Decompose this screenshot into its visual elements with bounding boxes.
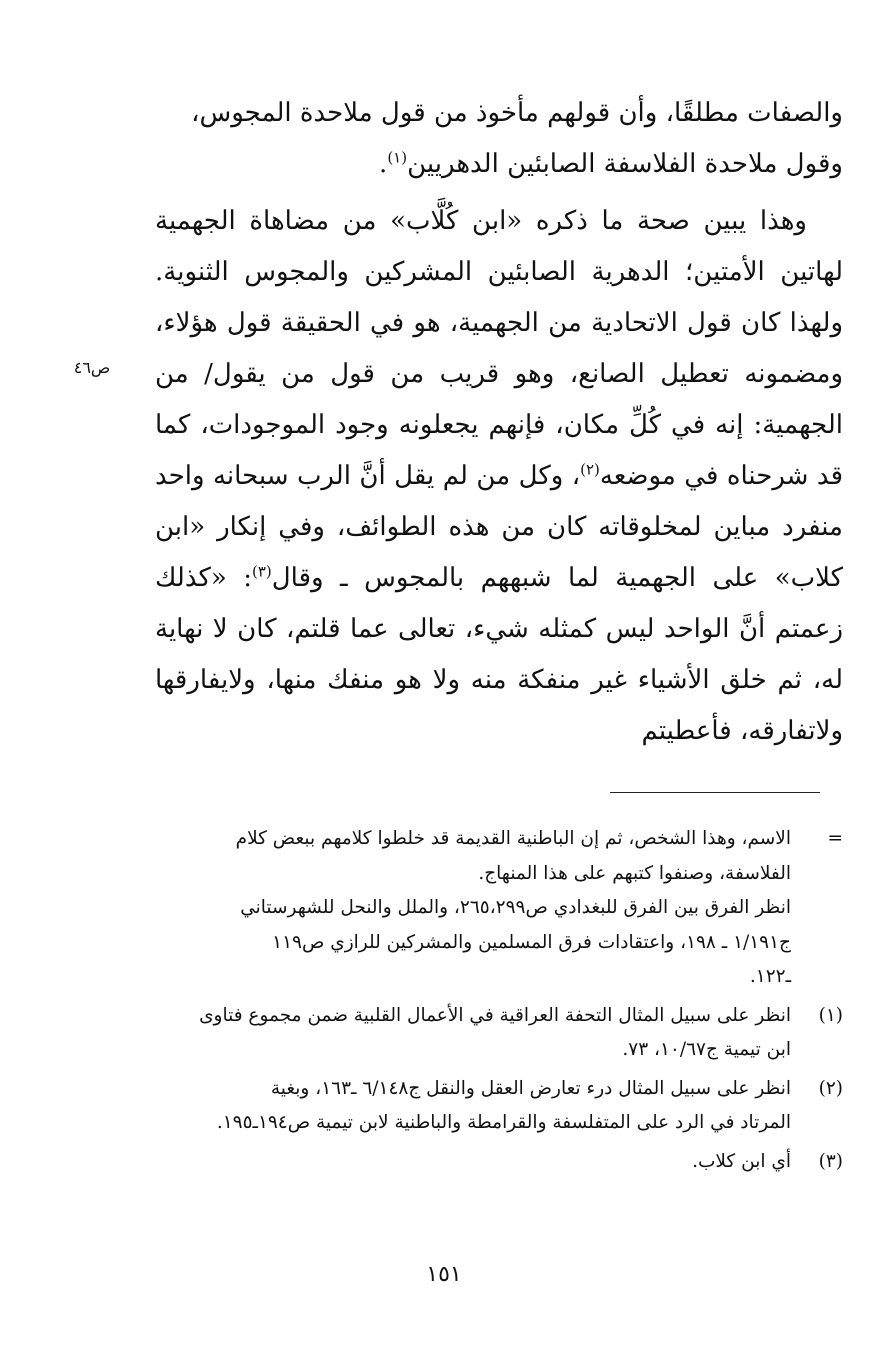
footnote-line: ابن تيمية ج١٠/٦٧، ٧٣. [622, 1039, 791, 1060]
footnote-number: (١) [818, 1004, 843, 1026]
paragraph-2-part-1: وهذا يبين صحة ما ذكره «ابن كُلَّاب» من مضاهاة الجهمية لهاتين الأمتين؛ الدهرية الصابئين المشركين والمجوس الثنوية. ولهذا كان قول الاتحادية من الجهمية، هو في الحقيقة قول هؤلاء، ومضمونه تعطيل الصانع، وهو قريب من قول من يقول/ من الجهمية: إنه في كُلِّ مكان، فإنهم يجعلونه وجود الموجودات، كما قد شرحناه في موضعه [155, 206, 844, 491]
continuation-mark: = [827, 828, 843, 849]
paragraph-1-end: . [379, 149, 388, 179]
paragraph-2-part-3: : «كذلك زعمتم أنَّ الواحد ليس كمثله شيء، تعالى عما قلتم، كان لا نهاية له، ثم خلق الأشياء غير منفكة منه ولا هو منفك منها، ولايفارقها ولاتفارقه، فأعطيتم [155, 563, 843, 746]
footnote-line: الفلاسفة، وصنفوا كتبهم على هذا المنهاج. [478, 862, 791, 884]
main-text [155, 88, 843, 757]
footnote-3-body [155, 1145, 791, 1180]
footnote-separator [610, 792, 820, 793]
footnote-line: انظر على سبيل المثال التحفة العراقية في الأعمال القلبية ضمن مجموع فتاوى [199, 1004, 791, 1026]
footnotes [155, 822, 843, 1179]
footnote-continuation [155, 822, 843, 995]
footnote-ref-1: (١) [387, 148, 408, 167]
footnote-line: ـ١٢٢. [749, 966, 791, 987]
footnote-line: المرتاد في الرد على المتفلسفة والقرامطة والباطنية لابن تيمية ص١٩٤ـ١٩٥. [216, 1112, 791, 1133]
paragraph-2-part-2: ، وكل من لم يقل أنَّ الرب سبحانه واحد منفرد مباين لمخلوقاته كان من هذه الطوائف، وفي إنكار «ابن كلاب» على الجهمية لما شبههم بالمجوس ـ وقال [155, 461, 843, 593]
footnote-line: الاسم، وهذا الشخص، ثم إن الباطنية القديمة قد خلطوا كلامهم ببعض كلام [235, 828, 791, 849]
footnote-line: ج١/١٩١ ـ ١٩٨، واعتقادات فرق المسلمين والمشركين للرازي ص١١٩ [272, 931, 791, 953]
footnote-3 [155, 1145, 843, 1180]
footnote-2 [155, 1072, 843, 1141]
footnote-number: (٣) [818, 1150, 843, 1172]
footnote-line: انظر على سبيل المثال درء تعارض العقل والنقل ج٦/١٤٨ ـ١٦٣، وبغية [270, 1077, 791, 1099]
footnote-ref-3: (٣) [251, 562, 272, 581]
paragraph-1 [155, 88, 843, 190]
footnote-continuation-body [155, 822, 791, 995]
paragraph-2 [155, 196, 843, 757]
footnote-2-body [155, 1072, 791, 1141]
footnote-1-body [155, 999, 791, 1068]
paragraph-1-line-2: وقول ملاحدة الفلاسفة الصابئين الدهريين [407, 149, 843, 179]
footnote-1 [155, 999, 843, 1068]
paragraph-1-line-1: والصفات مطلقًا، وأن قولهم مأخوذ من قول ملاحدة المجوس، [191, 98, 843, 128]
footnote-line: أي ابن كلاب. [692, 1150, 791, 1172]
footnote-line: انظر الفرق بين الفرق للبغدادي ص٢٦٥،٢٩٩، والملل والنحل للشهرستاني [240, 897, 791, 918]
page-number: ١٥١ [426, 1262, 462, 1287]
margin-page-reference: ص٤٦ [73, 358, 111, 377]
footnote-number: (٢) [818, 1077, 843, 1099]
footnote-ref-2: (٢) [580, 460, 600, 479]
